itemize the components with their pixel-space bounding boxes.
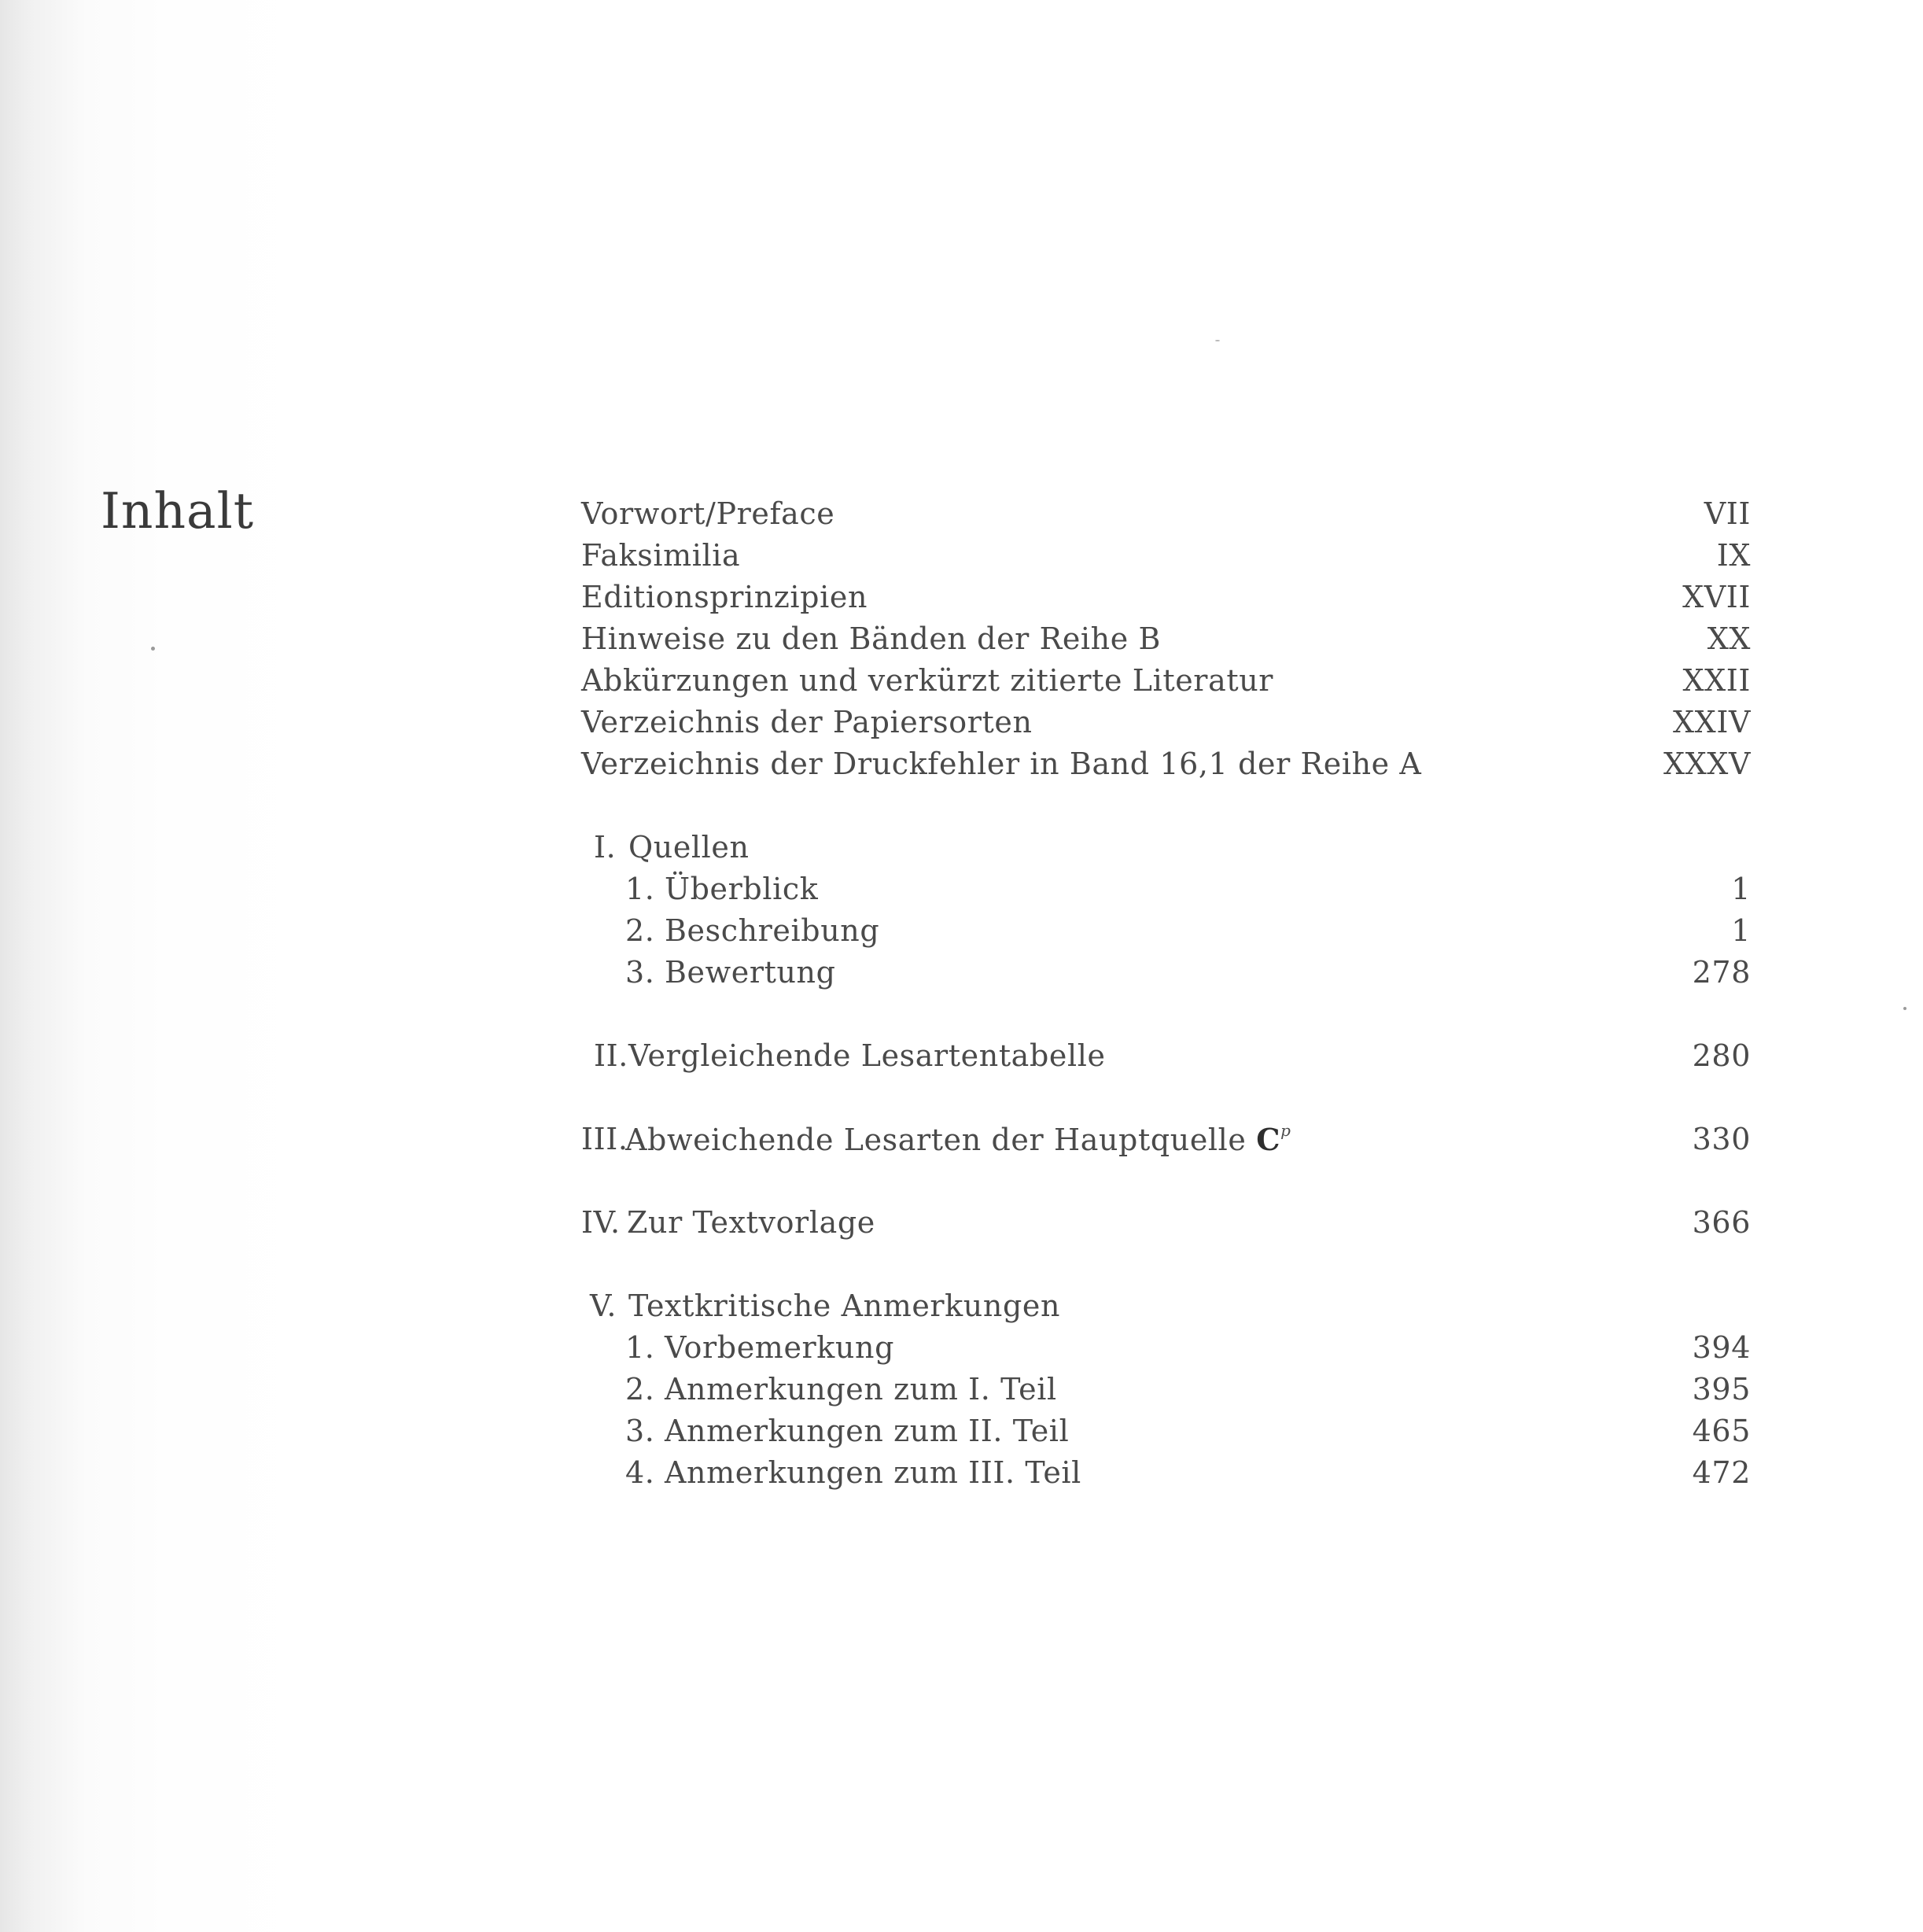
toc-subentry-number: 2. <box>625 913 655 948</box>
toc-entry-page: 394 <box>1692 1330 1751 1365</box>
toc-entry-page: XX <box>1707 621 1751 656</box>
toc-section-quellen[interactable] <box>581 827 1751 868</box>
table-of-contents <box>581 493 1751 1494</box>
toc-section-anmerkungen[interactable] <box>581 1285 1751 1327</box>
toc-entry-page: IX <box>1716 538 1751 573</box>
toc-entry-label: Vorwort/Preface <box>581 496 835 531</box>
toc-section-label: Vergleichende Lesartentabelle <box>628 1038 1106 1073</box>
toc-entry-label: Verzeichnis der Papiersorten <box>581 705 1033 739</box>
toc-section-label: Zur Textvorlage <box>627 1205 875 1240</box>
toc-subentry-ueberblick[interactable] <box>581 868 1751 910</box>
source-siglum-superscript: p <box>1280 1121 1291 1140</box>
toc-entry-page: XXXV <box>1663 747 1751 781</box>
toc-section-label-text: Abweichende Lesarten der Hauptquelle <box>625 1123 1247 1157</box>
toc-entry-page: 278 <box>1692 955 1751 990</box>
toc-subentry-label: Anmerkungen zum II. Teil <box>665 1414 1070 1448</box>
toc-entry-papiersorten[interactable] <box>581 702 1751 743</box>
toc-entry-page: 472 <box>1692 1455 1751 1490</box>
toc-entry-label: Verzeichnis der Druckfehler in Band 16,1 der Reihe A <box>581 747 1422 781</box>
toc-entry-page: 366 <box>1692 1205 1751 1240</box>
toc-entry-page: 280 <box>1692 1038 1751 1073</box>
toc-entry-page: XVII <box>1682 580 1751 614</box>
toc-entry-label: Abkürzungen und verkürzt zitierte Literatur <box>581 663 1274 698</box>
toc-entry-page: 395 <box>1692 1372 1751 1407</box>
toc-subentry-anmerkungen-teil-2[interactable] <box>581 1410 1751 1452</box>
toc-subentry-label: Bewertung <box>665 955 836 990</box>
toc-section-abweichende-lesarten[interactable] <box>581 1119 1751 1160</box>
toc-entry-page: 330 <box>1692 1122 1751 1156</box>
toc-subentry-label: Vorbemerkung <box>665 1330 894 1365</box>
toc-section-label <box>625 1119 1291 1161</box>
toc-subentry-anmerkungen-teil-3[interactable] <box>581 1452 1751 1494</box>
toc-subentry-anmerkungen-teil-1[interactable] <box>581 1369 1751 1410</box>
toc-entry-preface[interactable] <box>581 493 1751 535</box>
toc-entry-page: XXIV <box>1673 705 1751 739</box>
toc-section-textvorlage[interactable] <box>581 1202 1751 1244</box>
toc-section-label: Textkritische Anmerkungen <box>628 1289 1061 1323</box>
toc-section-number: I. <box>594 830 617 865</box>
toc-entry-abkuerzungen[interactable] <box>581 660 1751 702</box>
toc-subentry-vorbemerkung[interactable] <box>581 1327 1751 1369</box>
toc-entry-faksimilia[interactable] <box>581 535 1751 577</box>
toc-subentry-label: Überblick <box>665 872 819 906</box>
toc-section-number: III. <box>581 1122 628 1156</box>
toc-subentry-number: 2. <box>625 1372 655 1407</box>
paper-speck <box>1903 1007 1906 1010</box>
toc-subentry-label: Beschreibung <box>665 913 880 948</box>
toc-entry-page: 465 <box>1692 1414 1751 1448</box>
toc-entry-druckfehler[interactable] <box>581 743 1751 785</box>
source-siglum: C <box>1256 1122 1281 1157</box>
toc-section-number: IV. <box>581 1205 621 1240</box>
toc-subentry-number: 3. <box>625 955 655 990</box>
toc-subentry-label: Anmerkungen zum I. Teil <box>665 1372 1057 1407</box>
toc-entry-page: 1 <box>1731 872 1751 906</box>
toc-subentry-number: 3. <box>625 1414 655 1448</box>
toc-subentry-bewertung[interactable] <box>581 952 1751 994</box>
toc-entry-page: XXII <box>1682 663 1751 698</box>
toc-subentry-beschreibung[interactable] <box>581 910 1751 952</box>
toc-entry-label: Faksimilia <box>581 538 741 573</box>
toc-subentry-number: 4. <box>625 1455 655 1490</box>
toc-entry-page: 1 <box>1731 913 1751 948</box>
toc-entry-page: VII <box>1704 496 1751 531</box>
toc-entry-hinweise[interactable] <box>581 618 1751 660</box>
toc-section-lesartentabelle[interactable] <box>581 1035 1751 1077</box>
toc-entry-label: Hinweise zu den Bänden der Reihe B <box>581 621 1162 656</box>
toc-section-label: Quellen <box>628 830 750 865</box>
paper-speck <box>151 647 155 651</box>
toc-section-number: II. <box>594 1038 628 1073</box>
toc-subentry-number: 1. <box>625 1330 655 1365</box>
toc-entry-label: Editionsprinzipien <box>581 580 868 614</box>
page-title: Inhalt <box>101 482 255 540</box>
toc-entry-editionsprinzipien[interactable] <box>581 577 1751 618</box>
toc-subentry-number: 1. <box>625 872 655 906</box>
paper-speck <box>1215 340 1220 341</box>
toc-section-number: V. <box>590 1289 617 1323</box>
toc-subentry-label: Anmerkungen zum III. Teil <box>665 1455 1081 1490</box>
